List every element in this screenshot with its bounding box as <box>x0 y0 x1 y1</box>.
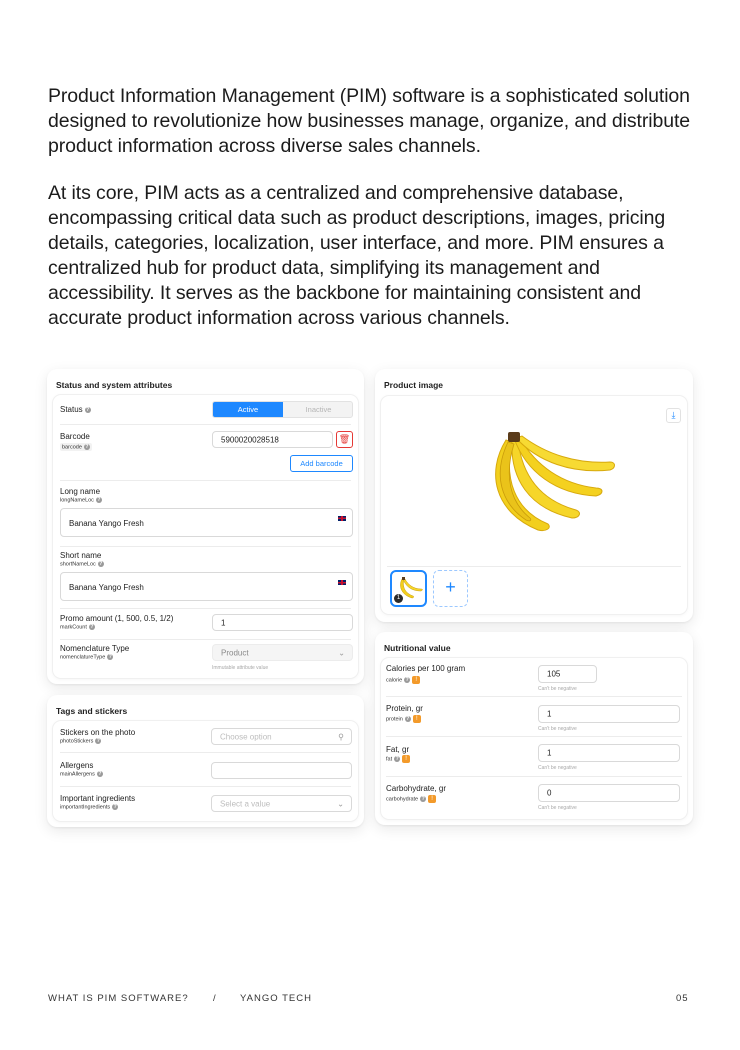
divider <box>386 736 682 737</box>
intro-paragraph-1: Product Information Management (PIM) software is a sophisticated solution designed to revolutionize how businesses manage, organize, and distribute product information across diverse sales channels. <box>48 85 691 157</box>
short-name-label: Short name <box>60 551 102 560</box>
divider <box>60 546 351 547</box>
short-name-code <box>60 561 104 567</box>
page-number: 05 <box>676 993 689 1004</box>
nutrition-row-hint: Can't be negative <box>538 686 577 692</box>
nomenclature-value: Product <box>221 648 249 657</box>
nomenclature-label: Nomenclature Type <box>60 644 130 653</box>
allergens-code-text: mainAllergens <box>60 771 95 778</box>
footer-separator: / <box>213 993 217 1004</box>
ingredients-label: Important ingredients <box>60 794 136 803</box>
warning-icon: ! <box>412 676 420 684</box>
short-name-code-text: shortNameLoc <box>60 561 96 568</box>
nutrition-row-hint: Can't be negative <box>538 805 577 811</box>
ingredients-placeholder: Select a value <box>220 799 271 808</box>
status-active-option[interactable]: Active <box>213 402 283 417</box>
ingredients-select[interactable] <box>211 795 352 812</box>
ingredients-code <box>60 804 118 810</box>
tags-card <box>47 695 364 827</box>
promo-input[interactable] <box>212 614 353 631</box>
chevron-down-icon: ⌄ <box>338 648 345 657</box>
nutrition-row-value: 105 <box>547 669 561 679</box>
nutrition-row-code <box>386 676 420 684</box>
help-icon: ? <box>86 406 90 413</box>
nutrition-card-body <box>381 658 687 819</box>
image-card-body <box>381 396 687 614</box>
divider <box>60 424 351 425</box>
status-toggle[interactable] <box>212 401 353 418</box>
nomenclature-select <box>212 644 353 661</box>
help-icon: ? <box>99 561 103 567</box>
divider <box>386 776 682 777</box>
add-barcode-button[interactable]: Add barcode <box>290 455 353 472</box>
help-icon: ? <box>96 738 100 744</box>
uk-flag-icon <box>338 580 346 585</box>
nomenclature-code-text: nomenclatureType <box>60 654 106 661</box>
status-card-body <box>53 395 358 678</box>
status-inactive-option[interactable]: Inactive <box>305 405 332 414</box>
nutrition-row-code-text: fat <box>386 756 393 763</box>
long-name-code-text: longNameLoc <box>60 497 94 504</box>
long-name-label: Long name <box>60 487 101 496</box>
nutrition-card <box>375 632 693 825</box>
fat-input[interactable] <box>538 744 680 762</box>
help-icon: ? <box>406 716 410 722</box>
help-icon: ? <box>85 444 89 450</box>
status-label <box>60 405 91 414</box>
nutrition-row-label: Protein, gr <box>386 704 423 713</box>
nutrition-row-code <box>386 715 421 723</box>
add-image-button[interactable] <box>433 570 468 607</box>
trash-icon: 🗑︎ <box>338 434 351 444</box>
promo-code <box>60 624 95 630</box>
barcode-label: Barcode <box>60 432 90 441</box>
barcode-value: 5900020028518 <box>221 435 279 444</box>
promo-label: Promo amount (1, 500, 0.5, 1/2) <box>60 614 174 623</box>
nutrition-card-title: Nutritional value <box>384 643 451 653</box>
nutrition-row-code <box>386 795 436 803</box>
stickers-label: Stickers on the photo <box>60 728 136 737</box>
allergens-input[interactable] <box>211 762 352 779</box>
carbohydrate-input[interactable] <box>538 784 680 802</box>
divider <box>60 752 351 753</box>
help-icon: ? <box>90 624 94 630</box>
allergens-label: Allergens <box>60 761 94 770</box>
status-label-text: Status <box>60 405 83 414</box>
help-icon: ? <box>405 677 409 683</box>
divider <box>60 480 351 481</box>
nutrition-row-label: Fat, gr <box>386 745 410 754</box>
tags-card-title: Tags and stickers <box>56 706 128 716</box>
calories-input[interactable] <box>538 665 597 683</box>
warning-icon: ! <box>428 795 436 803</box>
protein-input[interactable] <box>538 705 680 723</box>
chevron-down-icon: ⌄ <box>337 799 344 808</box>
stickers-code <box>60 738 101 744</box>
short-name-value: Banana Yango Fresh <box>69 583 144 592</box>
stickers-select[interactable] <box>211 728 352 745</box>
nutrition-row-code-text: calorie <box>386 677 403 684</box>
tags-card-body <box>53 721 358 821</box>
search-icon: ⚲ <box>338 732 344 741</box>
warning-icon: ! <box>402 755 410 763</box>
help-icon: ? <box>97 497 101 503</box>
nutrition-row-code-text: protein <box>386 716 403 723</box>
long-name-code <box>60 497 102 503</box>
nomenclature-code <box>60 654 113 660</box>
help-icon: ? <box>98 771 102 777</box>
nutrition-row-hint: Can't be negative <box>538 726 577 732</box>
status-card <box>47 369 364 684</box>
thumbnail-badge: 1 <box>394 594 403 603</box>
nutrition-row-value: 0 <box>547 788 552 798</box>
image-thumbnail[interactable] <box>390 570 427 607</box>
long-name-input[interactable] <box>60 508 353 537</box>
divider <box>60 639 351 640</box>
nutrition-row-code-text: carbohydrate <box>386 796 419 803</box>
image-card-title: Product image <box>384 380 444 390</box>
stickers-placeholder: Choose option <box>220 732 272 741</box>
divider <box>60 786 351 787</box>
short-name-input[interactable] <box>60 572 353 601</box>
plus-icon: + <box>445 577 456 597</box>
nutrition-row-value: 1 <box>547 709 552 719</box>
long-name-value: Banana Yango Fresh <box>69 519 144 528</box>
ingredients-code-text: importantIngredients <box>60 804 111 811</box>
barcode-input[interactable] <box>212 431 333 448</box>
help-icon: ? <box>108 654 112 660</box>
nomenclature-hint: Immutable attribute value <box>212 665 269 671</box>
footer-brand: YANGO TECH <box>240 993 312 1004</box>
divider <box>386 696 682 697</box>
stickers-code-text: photoStickers <box>60 738 94 745</box>
barcode-code-text: barcode <box>62 444 82 451</box>
nutrition-row-code <box>386 755 410 763</box>
warning-icon: ! <box>413 715 421 723</box>
download-icon: ⤓ <box>671 410 676 420</box>
intro-paragraph-2: At its core, PIM acts as a centralized and comprehensive database, encompassing critical data such as product descriptions, images, pricing details, categories, localization, user interface, and more. PIM ensures a centralized hub for product data, simplifying its management and accessibility. It serves as the backbone for maintaining consistent and accurate product information across various channels. <box>48 182 666 329</box>
nutrition-row-label: Carbohydrate, gr <box>386 784 447 793</box>
uk-flag-icon <box>338 516 346 521</box>
divider <box>387 566 681 567</box>
banana-image <box>476 432 626 542</box>
image-card <box>375 369 693 622</box>
download-button[interactable] <box>666 408 681 423</box>
footer-section-title: WHAT IS PIM SOFTWARE? <box>48 993 189 1004</box>
promo-code-text: markCount <box>60 624 87 631</box>
nutrition-row-hint: Can't be negative <box>538 765 577 771</box>
nutrition-row-value: 1 <box>547 748 552 758</box>
delete-barcode-button[interactable] <box>336 431 353 448</box>
nutrition-row-label: Calories per 100 gram <box>386 664 466 673</box>
divider <box>60 608 351 609</box>
status-card-title: Status and system attributes <box>56 380 173 390</box>
promo-value: 1 <box>221 618 226 627</box>
barcode-code <box>60 443 92 451</box>
help-icon: ? <box>395 756 399 762</box>
help-icon: ? <box>113 804 117 810</box>
allergens-code <box>60 771 103 777</box>
intro-text <box>48 84 708 353</box>
help-icon: ? <box>421 796 425 802</box>
